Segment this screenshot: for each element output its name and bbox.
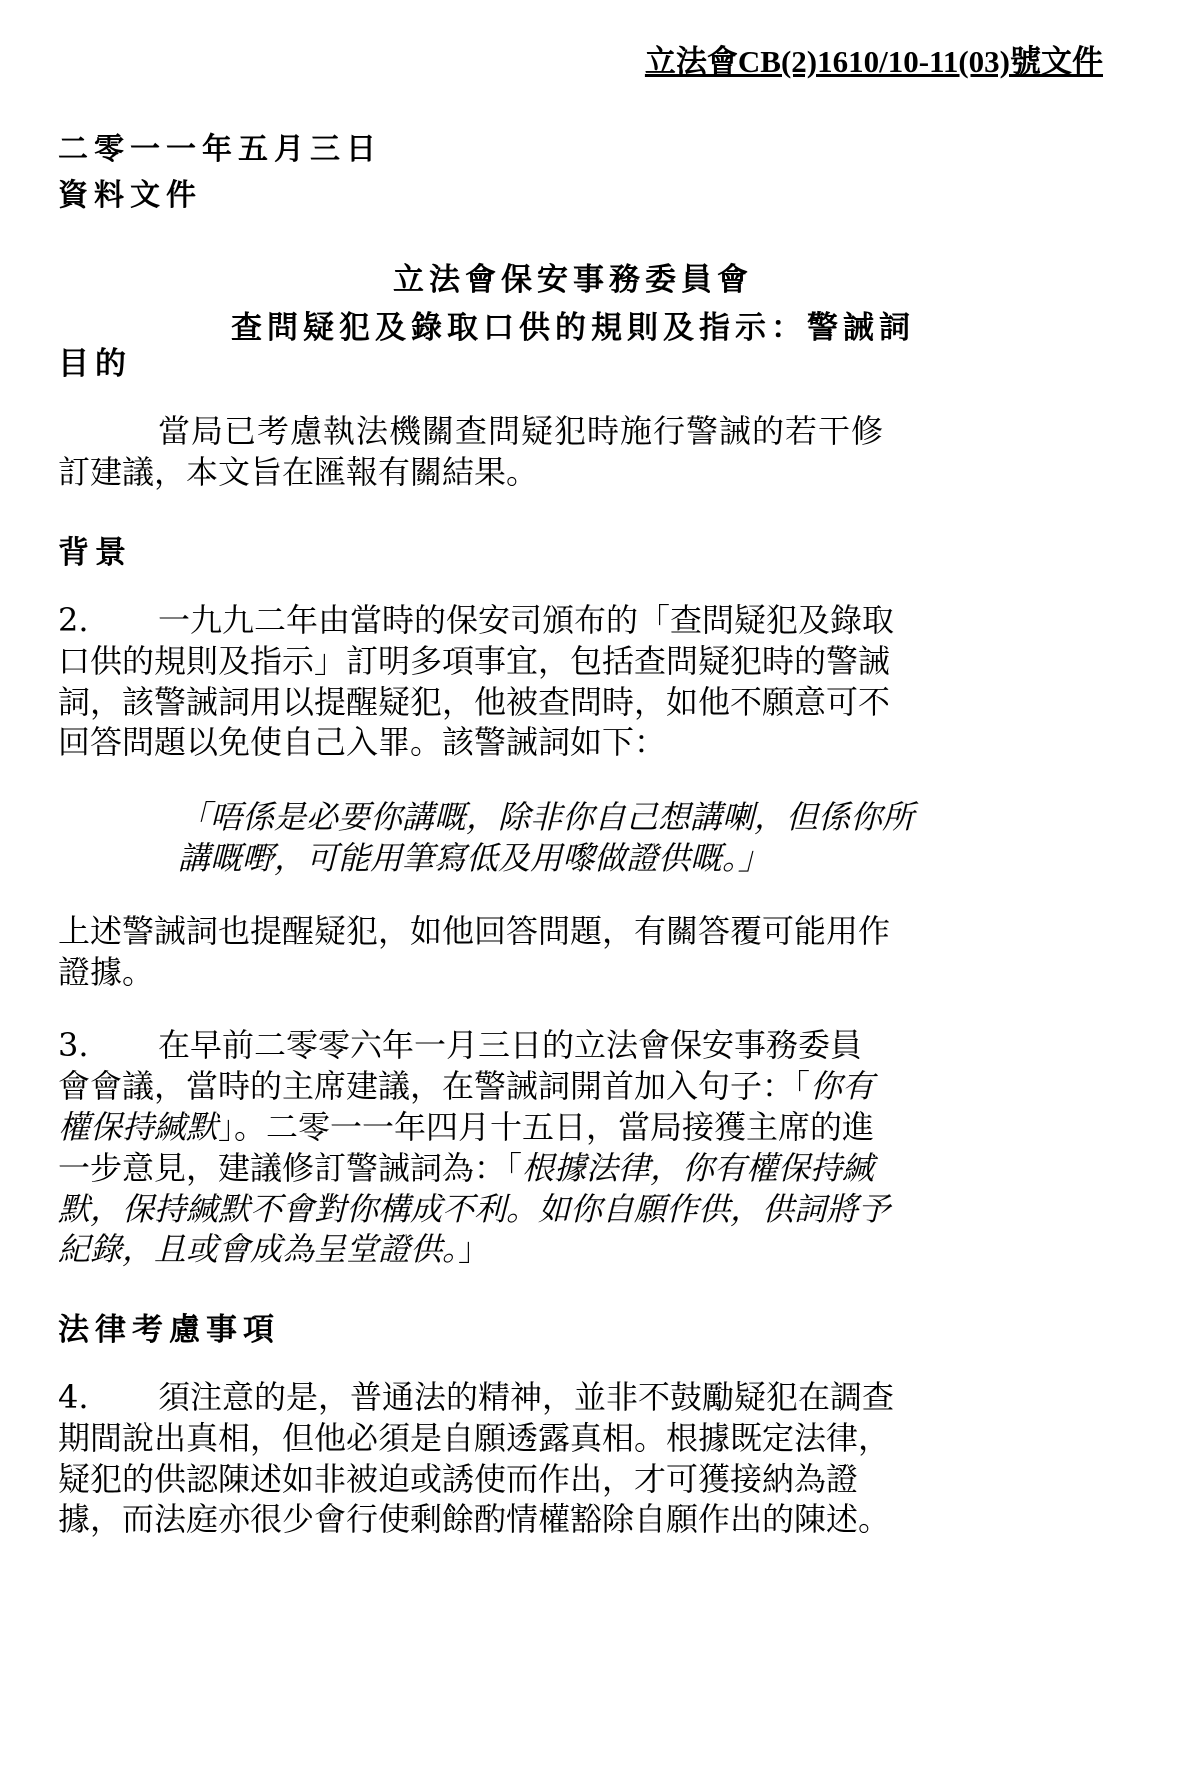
- para4-line-3: 疑犯的供認陳述如非被迫或誘使而作出，才可獲接納為證: [58, 1460, 859, 1498]
- section-heading-legal: 法律考慮事項: [58, 1312, 280, 1348]
- para3-line-2: [58, 1066, 1088, 1106]
- paragraph-number-2: 2.: [58, 601, 89, 639]
- para3-line-2-italic: 你有: [810, 1067, 875, 1105]
- section-heading-background: 背景: [58, 535, 132, 571]
- para4-line-1: 須注意的是，普通法的精神，並非不鼓勵疑犯在調查: [158, 1378, 895, 1416]
- para4-line-4: 據，而法庭亦很少會行使剩餘酌情權豁除自願作出的陳述。: [58, 1500, 891, 1538]
- document-type: 資料文件: [58, 178, 202, 213]
- title-line-1: 立法會保安事務委員會: [393, 262, 753, 298]
- para2-line-2: 口供的規則及指示」訂明多項事宜，包括查問疑犯時的警誡: [58, 642, 891, 680]
- after-quote-line-1: 上述警誡詞也提醒疑犯，如他回答問題，有關答覆可能用作: [58, 912, 891, 950]
- para3-line-3-text: 」。二零一一年四月十五日，當局接獲主席的進: [218, 1108, 875, 1146]
- para2-line-3: 詞，該警誡詞用以提醒疑犯，他被查問時，如他不願意可不: [58, 683, 891, 721]
- purpose-line-1: 當局已考慮執法機關查問疑犯時施行警誡的若干修: [158, 412, 885, 450]
- para3-line-3: [58, 1107, 1088, 1147]
- para4-line-2: 期間說出真相，但他必須是自願透露真相。根據既定法律，: [58, 1419, 891, 1457]
- para3-line-6-text: 」: [458, 1230, 491, 1268]
- para3-line-1: 在早前二零零六年一月三日的立法會保安事務委員: [158, 1026, 863, 1064]
- paragraph-number-4: 4.: [58, 1378, 89, 1416]
- caution-quote-line-1: 「唔係是必要你講嘅，除非你自己想講喇，但係你所: [178, 798, 915, 836]
- para2-line-4: 回答問題以免使自己入罪。該警誡詞如下：: [58, 723, 667, 761]
- para3-line-5: 默，保持緘默不會對你構成不利。如你自願作供，供詞將予: [58, 1190, 891, 1228]
- para3-line-4: [58, 1148, 1088, 1188]
- document-date: 二零一一年五月三日: [58, 132, 382, 167]
- para3-line-4-text: 一步意見，建議修訂警誡詞為：「: [58, 1149, 523, 1187]
- paragraph-number-3: 3.: [58, 1026, 89, 1064]
- para3-line-4-italic: 根據法律，你有權保持緘: [522, 1149, 875, 1187]
- title-line-2: 查問疑犯及錄取口供的規則及指示：警誡詞: [231, 310, 915, 346]
- para3-line-6-italic: 紀錄，且或會成為呈堂證供。: [58, 1230, 459, 1268]
- after-quote-line-2: 證據。: [58, 953, 155, 991]
- para3-line-3-italic: 權保持緘默: [58, 1108, 219, 1146]
- para3-line-2-text: 會會議，當時的主席建議，在警誡詞開首加入句子：「: [58, 1067, 811, 1105]
- section-heading-purpose: 目的: [58, 346, 132, 382]
- purpose-line-2: 訂建議，本文旨在匯報有關結果。: [58, 453, 539, 491]
- caution-quote-line-2: 講嘅嘢，可能用筆寫低及用嚟做證供嘅。」: [178, 839, 771, 877]
- document-reference: 立法會CB(2)1610/10-11(03)號文件: [644, 44, 1103, 79]
- para3-line-6: [58, 1229, 1088, 1269]
- para2-line-1: 一九九二年由當時的保安司頒布的「查問疑犯及錄取: [158, 601, 895, 639]
